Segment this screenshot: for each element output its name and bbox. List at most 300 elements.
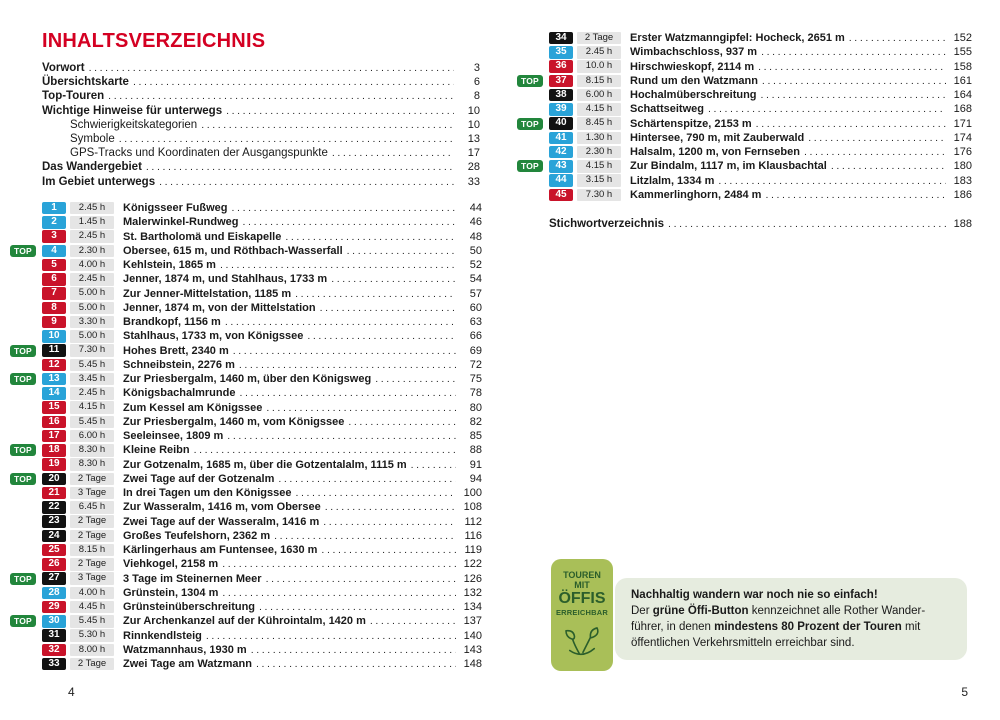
front-matter-page-number: 8 [473, 90, 480, 103]
tour-title: St. Bartholomä und Eiskapelle [123, 230, 282, 243]
top-badge-slot [10, 473, 42, 485]
tour-title: Zur Priesbergalm, 1460 m, vom Königssee [123, 415, 345, 428]
front-matter-label: Im Gebiet unterwegs [42, 175, 156, 188]
dot-leader [232, 201, 456, 215]
tour-number-badge: 44 [549, 174, 573, 187]
top-badge-slot [517, 103, 549, 115]
front-matter-page-number: 6 [473, 76, 480, 89]
top-badge-slot [10, 231, 42, 243]
tour-number-badge: 30 [42, 615, 66, 628]
tour-page-number: 54 [469, 273, 482, 286]
tour-list-left [10, 201, 482, 671]
top-badge-slot [10, 516, 42, 528]
tour-duration: 1.45 h [70, 216, 114, 229]
top-badge: TOP [10, 473, 36, 485]
tour-page-number: 134 [463, 601, 482, 614]
oeffi-badge-line: TOUREN [563, 570, 601, 580]
toc-tour-row [517, 188, 972, 202]
oeffi-text-segment: öffentlichen Verkehrsmitteln erreichbar sind. [631, 637, 855, 649]
toc-tour-row [10, 287, 482, 301]
tour-number-badge: 18 [42, 444, 66, 457]
tour-list-right [517, 31, 972, 202]
dot-leader [761, 45, 946, 59]
dot-leader [222, 586, 456, 600]
tour-title: Seeleinsee, 1809 m [123, 430, 224, 443]
tour-title: Hintersee, 790 m, mit Zauberwald [630, 131, 805, 144]
tour-title: Zwei Tage auf der Wasseralm, 1416 m [123, 515, 320, 528]
tour-title: Zur Jenner-Mittelstation, 1185 m [123, 287, 292, 300]
tour-page-number: 180 [953, 160, 972, 173]
top-badge-slot [10, 459, 42, 471]
top-badge-slot [10, 444, 42, 456]
tour-duration: 7.30 h [70, 344, 114, 357]
dot-leader [325, 500, 456, 514]
tour-duration: 2.45 h [70, 230, 114, 243]
front-matter-row [42, 146, 480, 160]
page-number-left: 4 [68, 685, 75, 699]
oeffi-text-segment: Der [631, 605, 653, 617]
dot-leader [718, 174, 946, 188]
dot-leader [323, 515, 456, 529]
top-badge-slot [10, 359, 42, 371]
dot-leader [201, 118, 454, 132]
top-badge-slot [517, 132, 549, 144]
dot-leader [159, 175, 454, 189]
top-badge-slot [10, 644, 42, 656]
dot-leader [146, 160, 454, 174]
tour-number-badge: 5 [42, 259, 66, 272]
oeffi-badge [551, 559, 613, 671]
toc-tour-row [10, 201, 482, 215]
tour-duration: 4.00 h [70, 587, 114, 600]
toc-tour-row [10, 614, 482, 628]
tour-page-number: 112 [464, 515, 482, 528]
toc-tour-row [517, 60, 972, 74]
tour-page-number: 132 [463, 586, 482, 599]
tour-page-number: 69 [469, 344, 482, 357]
tour-duration: 3 Tage [70, 572, 114, 585]
top-badge-slot [517, 32, 549, 44]
dot-leader [266, 572, 456, 586]
top-badge: TOP [517, 75, 543, 87]
tour-title: Hohes Brett, 2340 m [123, 344, 229, 357]
toc-tour-row [10, 543, 482, 557]
tour-duration: 6.00 h [70, 430, 114, 443]
tour-duration: 5.45 h [70, 359, 114, 372]
tour-duration: 4.00 h [70, 259, 114, 272]
tour-duration: 4.45 h [70, 601, 114, 614]
sprout-icon [563, 627, 601, 659]
toc-tour-row [10, 372, 482, 386]
tour-title: Litzlalm, 1334 m [630, 174, 715, 187]
tour-title: Schneibstein, 2276 m [123, 358, 235, 371]
tour-title: Zur Archenkanzel auf der Kührointalm, 1420 m [123, 615, 366, 628]
toc-tour-row [517, 74, 972, 88]
top-badge-slot [517, 89, 549, 101]
tour-page-number: 176 [953, 146, 972, 159]
oeffi-text-segment: kennzeichnet alle Rother Wander- [748, 605, 926, 617]
oeffi-text-line [631, 587, 951, 603]
tour-title: Zwei Tage auf der Gotzenalm [123, 472, 275, 485]
tour-duration: 2 Tage [70, 658, 114, 671]
top-badge-slot [10, 316, 42, 328]
tour-duration: 2 Tage [70, 530, 114, 543]
toc-tour-row [10, 486, 482, 500]
front-matter-label: Top-Touren [42, 90, 105, 103]
top-badge-slot [10, 245, 42, 257]
top-badge: TOP [10, 345, 36, 357]
dot-leader [119, 132, 454, 146]
tour-page-number: 143 [463, 643, 482, 656]
dot-leader [206, 629, 456, 643]
dot-leader [194, 443, 456, 457]
oeffi-badge-line: ÖFFIS [558, 590, 606, 607]
front-matter-page-number: 10 [467, 104, 480, 117]
tour-title: Kehlstein, 1865 m [123, 259, 216, 272]
dot-leader [758, 60, 946, 74]
toc-tour-row [10, 230, 482, 244]
top-badge-slot [10, 373, 42, 385]
top-badge-slot [10, 487, 42, 499]
tour-page-number: 78 [469, 387, 482, 400]
top-badge-slot [517, 146, 549, 158]
dot-leader [332, 146, 454, 160]
toc-tour-row [10, 415, 482, 429]
tour-duration: 2.45 h [577, 46, 621, 59]
tour-number-badge: 8 [42, 302, 66, 315]
toc-tour-row [517, 117, 972, 131]
toc-tour-row [10, 358, 482, 372]
toc-tour-row [10, 500, 482, 514]
tour-page-number: 148 [463, 658, 482, 671]
top-badge-slot [10, 273, 42, 285]
tour-number-badge: 28 [42, 587, 66, 600]
tour-page-number: 158 [953, 60, 972, 73]
tour-title: Hirschwieskopf, 2114 m [630, 60, 755, 73]
toc-tour-row [10, 315, 482, 329]
top-badge-slot [517, 189, 549, 201]
top-badge-slot [10, 630, 42, 642]
dot-leader [765, 188, 946, 202]
front-matter-page-number: 28 [467, 161, 480, 174]
tour-number-badge: 13 [42, 373, 66, 386]
toc-tour-row [10, 557, 482, 571]
top-badge-slot [517, 118, 549, 130]
tour-number-badge: 37 [549, 75, 573, 88]
toc-tour-row [517, 159, 972, 173]
dot-leader [227, 429, 456, 443]
toc-tour-row [10, 629, 482, 643]
tour-number-badge: 38 [549, 89, 573, 102]
toc-tour-row [10, 515, 482, 529]
dot-leader [295, 287, 456, 301]
toc-tour-row [10, 586, 482, 600]
tour-duration: 5.45 h [70, 416, 114, 429]
tour-duration: 5.30 h [70, 629, 114, 642]
tour-number-badge: 2 [42, 216, 66, 229]
toc-tour-row [517, 145, 972, 159]
index-entry-page-number: 188 [953, 218, 972, 231]
front-matter-label: Übersichtskarte [42, 76, 129, 89]
top-badge: TOP [10, 615, 36, 627]
tour-page-number: 174 [953, 131, 972, 144]
front-matter-row [42, 175, 480, 189]
tour-number-badge: 12 [42, 359, 66, 372]
top-badge-slot [10, 288, 42, 300]
tour-page-number: 116 [464, 529, 482, 542]
oeffi-text-line [631, 635, 951, 651]
dot-leader [320, 301, 456, 315]
tour-page-number: 63 [469, 316, 482, 329]
front-matter-row [42, 75, 480, 89]
top-badge-slot [10, 501, 42, 513]
tour-title: Brandkopf, 1156 m [123, 316, 221, 329]
oeffi-text-segment: führer, in denen [631, 621, 715, 633]
page-title: INHALTSVERZEICHNIS [42, 30, 266, 52]
top-badge-slot [10, 216, 42, 228]
page-number-right: 5 [961, 685, 968, 699]
dot-leader [243, 215, 456, 229]
tour-page-number: 122 [463, 558, 482, 571]
dot-leader [348, 415, 456, 429]
toc-tour-row [10, 344, 482, 358]
front-matter-page-number: 3 [473, 62, 480, 75]
front-matter-label: Symbole [70, 133, 115, 146]
tour-number-badge: 10 [42, 330, 66, 343]
tour-number-badge: 36 [549, 60, 573, 73]
tour-duration: 5.45 h [70, 615, 114, 628]
tour-page-number: 52 [469, 259, 482, 272]
tour-title: Jenner, 1874 m, und Stahlhaus, 1733 m [123, 273, 328, 286]
dot-leader [133, 75, 454, 89]
tour-duration: 2 Tage [577, 32, 621, 45]
tour-title: Stahlhaus, 1733 m, von Königssee [123, 330, 304, 343]
tour-page-number: 171 [953, 117, 972, 130]
front-matter-label: Vorwort [42, 62, 85, 75]
tour-title: Jenner, 1874 m, von der Mittelstation [123, 301, 316, 314]
top-badge-slot [10, 302, 42, 314]
dot-leader [259, 600, 456, 614]
tour-duration: 5.00 h [70, 330, 114, 343]
tour-page-number: 44 [469, 202, 482, 215]
toc-tour-row [10, 301, 482, 315]
tour-page-number: 155 [953, 46, 972, 59]
tour-duration: 4.15 h [577, 160, 621, 173]
tour-page-number: 85 [469, 430, 482, 443]
dot-leader [804, 145, 946, 159]
tour-page-number: 57 [469, 287, 482, 300]
toc-tour-row [10, 529, 482, 543]
top-badge-slot [517, 160, 549, 172]
tour-number-badge: 6 [42, 273, 66, 286]
dot-leader [220, 258, 456, 272]
tour-title: Hochalmüberschreitung [630, 89, 757, 102]
tour-number-badge: 26 [42, 558, 66, 571]
tour-number-badge: 1 [42, 202, 66, 215]
tour-duration: 2 Tage [70, 515, 114, 528]
top-badge-slot [10, 544, 42, 556]
dot-leader [239, 358, 456, 372]
front-matter-label: Wichtige Hinweise für unterwegs [42, 104, 223, 117]
top-badge-slot [10, 259, 42, 271]
tour-duration: 2.45 h [70, 387, 114, 400]
tour-title: Obersee, 615 m, und Röthbach-Wasserfall [123, 244, 343, 257]
tour-page-number: 108 [463, 501, 482, 514]
tour-duration: 3.15 h [577, 174, 621, 187]
tour-page-number: 66 [469, 330, 482, 343]
tour-number-badge: 25 [42, 544, 66, 557]
toc-tour-row [10, 657, 482, 671]
dot-leader [761, 88, 946, 102]
top-badge-slot [517, 75, 549, 87]
toc-tour-row [10, 443, 482, 457]
tour-title: Malerwinkel-Rundweg [123, 216, 239, 229]
tour-duration: 1.30 h [577, 132, 621, 145]
dot-leader [762, 74, 946, 88]
front-matter-page-number: 33 [467, 175, 480, 188]
tour-duration: 6.00 h [577, 89, 621, 102]
tour-duration: 3.30 h [70, 316, 114, 329]
oeffi-text-segment: Nachhaltig wandern war noch nie so einfach! [631, 589, 878, 601]
tour-duration: 2.45 h [70, 273, 114, 286]
top-badge: TOP [517, 118, 543, 130]
tour-title: 3 Tage im Steinernen Meer [123, 572, 262, 585]
dot-leader [321, 543, 456, 557]
top-badge-slot [10, 430, 42, 442]
top-badge: TOP [10, 573, 36, 585]
tour-number-badge: 9 [42, 316, 66, 329]
tour-page-number: 80 [469, 401, 482, 414]
tour-duration: 6.45 h [70, 501, 114, 514]
tour-number-badge: 19 [42, 458, 66, 471]
toc-tour-row [10, 258, 482, 272]
top-badge: TOP [10, 444, 36, 456]
tour-title: Großes Teufelshorn, 2362 m [123, 529, 271, 542]
tour-title: Schärtenspitze, 2153 m [630, 117, 752, 130]
tour-number-badge: 7 [42, 287, 66, 300]
toc-tour-row [10, 643, 482, 657]
oeffi-info-box [615, 578, 967, 660]
tour-title: Kammerlinghorn, 2484 m [630, 188, 762, 201]
tour-page-number: 183 [953, 174, 972, 187]
front-matter-row [42, 61, 480, 75]
tour-page-number: 164 [953, 89, 972, 102]
top-badge-slot [10, 573, 42, 585]
dot-leader [274, 529, 456, 543]
dot-leader [256, 657, 456, 671]
tour-page-number: 140 [463, 629, 482, 642]
tour-title: Rinnkendlsteig [123, 629, 202, 642]
tour-number-badge: 31 [42, 629, 66, 642]
tour-page-number: 50 [469, 244, 482, 257]
tour-number-badge: 40 [549, 117, 573, 130]
top-badge-slot [10, 402, 42, 414]
tour-page-number: 126 [463, 572, 482, 585]
dot-leader [331, 272, 456, 286]
oeffi-text-segment: mindestens 80 Prozent der Touren [714, 621, 902, 633]
tour-title: Wimbachschloss, 937 m [630, 46, 758, 59]
tour-page-number: 91 [469, 458, 482, 471]
oeffi-text-segment: mit [901, 621, 921, 633]
tour-number-badge: 29 [42, 601, 66, 614]
tour-number-badge: 41 [549, 132, 573, 145]
tour-page-number: 100 [463, 487, 482, 500]
dot-leader [285, 230, 456, 244]
front-matter-row [42, 160, 480, 174]
toc-tour-row [517, 131, 972, 145]
tour-duration: 8.30 h [70, 458, 114, 471]
dot-leader [266, 401, 456, 415]
tour-number-badge: 27 [42, 572, 66, 585]
tour-title: Grünsteinüberschreitung [123, 601, 256, 614]
dot-leader [251, 643, 456, 657]
tour-page-number: 168 [953, 103, 972, 116]
top-badge: TOP [10, 373, 36, 385]
top-badge-slot [10, 615, 42, 627]
toc-tour-row [10, 272, 482, 286]
tour-duration: 4.15 h [577, 103, 621, 116]
toc-tour-row [10, 429, 482, 443]
oeffi-badge-line: MIT [574, 580, 590, 590]
tour-duration: 8.45 h [577, 117, 621, 130]
tour-page-number: 119 [464, 544, 482, 557]
tour-title: Grünstein, 1304 m [123, 586, 219, 599]
toc-tour-row [10, 386, 482, 400]
dot-leader [89, 61, 454, 75]
top-badge-slot [517, 46, 549, 58]
tour-duration: 5.00 h [70, 302, 114, 315]
tour-title: Zur Bindalm, 1117 m, im Klausbachtal [630, 160, 827, 173]
dot-leader [808, 131, 946, 145]
tour-number-badge: 4 [42, 245, 66, 258]
toc-tour-row [517, 102, 972, 116]
tour-title: Königsbachalmrunde [123, 387, 236, 400]
dot-leader [108, 89, 454, 103]
front-matter-page-number: 13 [467, 133, 480, 146]
dot-leader [239, 386, 456, 400]
dot-leader [278, 472, 456, 486]
dot-leader [222, 557, 456, 571]
tour-title: Zur Gotzenalm, 1685 m, über die Gotzentalalm, 1115 m [123, 458, 407, 471]
tour-title: Zum Kessel am Königssee [123, 401, 263, 414]
front-matter-row [42, 118, 480, 132]
tour-duration: 2.30 h [70, 245, 114, 258]
tour-title: In drei Tagen um den Königssee [123, 487, 292, 500]
tour-number-badge: 45 [549, 189, 573, 202]
front-matter-label: Das Wandergebiet [42, 161, 142, 174]
top-badge: TOP [517, 160, 543, 172]
tour-duration: 2.45 h [70, 202, 114, 215]
dot-leader [668, 217, 946, 231]
tour-page-number: 186 [953, 188, 972, 201]
tour-number-badge: 22 [42, 501, 66, 514]
front-matter-row [42, 132, 480, 146]
tour-duration: 10.0 h [577, 60, 621, 73]
toc-tour-row [10, 600, 482, 614]
front-matter-row [42, 89, 480, 103]
tour-number-badge: 14 [42, 387, 66, 400]
tour-page-number: 72 [469, 358, 482, 371]
toc-tour-row [10, 572, 482, 586]
toc-tour-row [10, 401, 482, 415]
tour-number-badge: 11 [42, 344, 66, 357]
tour-title: Erster Watzmanngipfel: Hocheck, 2651 m [630, 32, 845, 45]
tour-number-badge: 21 [42, 487, 66, 500]
index-entry-row [549, 217, 972, 231]
tour-page-number: 60 [469, 301, 482, 314]
tour-number-badge: 20 [42, 473, 66, 486]
tour-title: Kärlingerhaus am Funtensee, 1630 m [123, 544, 318, 557]
